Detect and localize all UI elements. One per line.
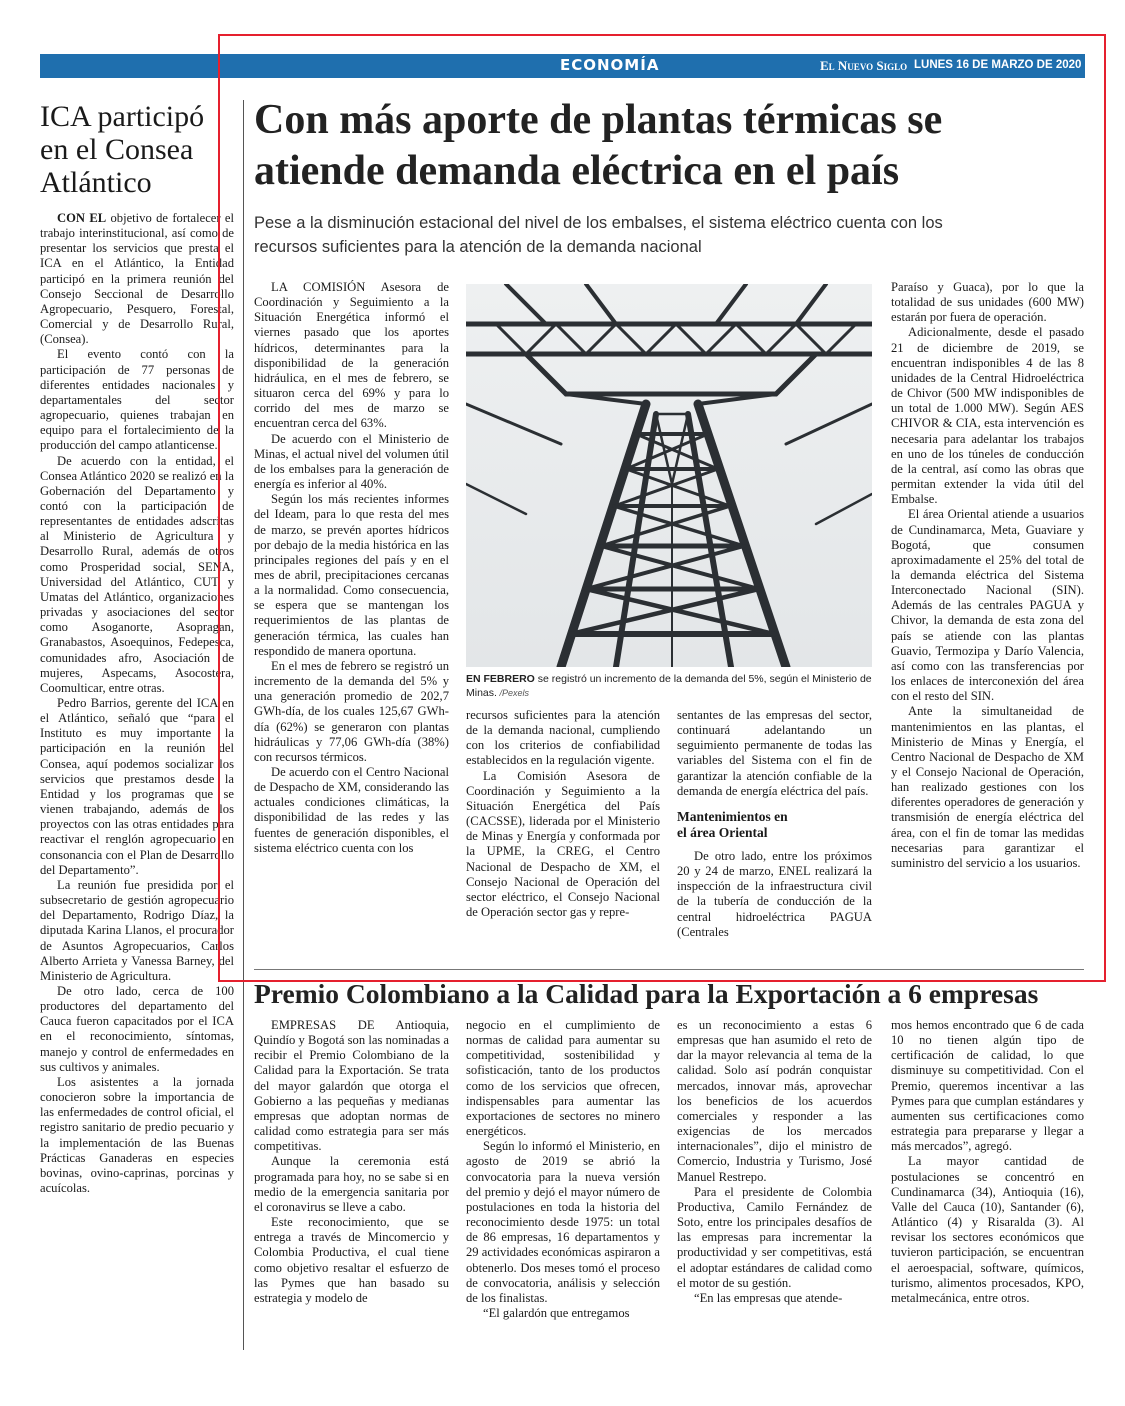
left-title-line: en el Consea — [40, 133, 194, 166]
tower-illustration — [466, 284, 872, 667]
left-article-title — [40, 100, 234, 199]
left-paragraph: El evento contó con la participación de 77 personas de diferentes entidades nacionales y departamentales del sector agropecuario, quienes trabajan en equipo para el fortalecimiento de la producción del campo atlanticense. — [40, 347, 234, 453]
paragraph: Para el presidente de Colombia Productiva, Camilo Fernández de Soto, entre los principales desafíos de las empresas para incrementar la productividad y ser competitivas, está el adoptar estándares de calidad como el motor de su gestión. — [677, 1184, 872, 1290]
paragraph: El área Oriental atiende a usuarios de Cundinamarca, Meta, Guaviare y Bogotá, que consumen aproximadamente el 25% del total de la demanda eléctrica del Sistema Interconectado Nacional (SIN). Además de las centrales PAGUA y Chivor, la demanda de esta zona del país se atiende con las plantas Guavio, Termozipa y Darío Valencia, así como con las transferencias por los enlaces de interconexión del área con el resto del SIN. — [891, 507, 1084, 704]
left-article-body — [40, 211, 234, 1196]
paragraph: Paraíso y Guaca), por lo que la totalidad de sus unidades (600 MW) estarán por fuera de operación. — [891, 280, 1084, 325]
main-subheadline — [254, 211, 1074, 259]
paragraph: EMPRESAS DE Antioquia, Quindío y Bogotá son las nominadas a recibir el Premio Colombiano de la Calidad para la Exportación. Se trata del mayor galardón que otorga el Gobierno a las pequeñas y medianas empresas que adoptan normas de calidad como estrategia para ser más competitivas. — [254, 1018, 449, 1154]
second-column-3 — [677, 1018, 872, 1378]
photo-caption — [466, 672, 872, 700]
headline-line: atiende demanda eléctrica en el país — [254, 148, 900, 194]
section-header-bar — [40, 54, 1117, 78]
article-divider — [254, 969, 1084, 970]
paragraph: De acuerdo con el Centro Nacional de Despacho de XM, considerando las actuales condiciones climáticas, la disponibilidad de las redes y las fuentes de generación disponibles, el sistema eléctrico cuenta con los — [254, 765, 449, 855]
paragraph: “El galardón que entregamos — [483, 1305, 630, 1320]
issue-date: LUNES 16 DE MARZO DE 2020 — [914, 59, 1082, 71]
subheadline-line: Pese a la disminución estacional del nivel de los embalses, el sistema eléctrico cuenta con los — [254, 214, 943, 232]
subhead-line: el área Oriental — [677, 824, 768, 840]
caption-text: se registró un incremento de la demanda del 5%, según el Ministerio de Minas. — [466, 673, 872, 699]
paragraph: De otro lado, entre los próximos 20 y 24 de marzo, ENEL realizará la inspección de la infraestructura civil de la tubería de conducción de la central hidroeléctrica PAGUA (Centrales — [677, 848, 872, 939]
paragraph: La Comisión Asesora de Coordinación y Seguimiento a la Situación Energética del País (CACSSE), liderada por el Ministerio de Minas y Energía y conformada por la UPME, la CREG, el Centro Nacional de Despacho de XM, el Consejo Nacional de Operación del sector eléctrico, el Consejo Nacional de Operación sector gas y repre- — [466, 768, 660, 920]
second-column-4 — [891, 1018, 1084, 1378]
subheadline-line: recursos suficientes para la atención de la demanda nacional — [254, 238, 702, 256]
paragraph: Aunque la ceremonia está programada para hoy, no se sabe si en medio de la emergencia sanitaria por el coronavirus se lleve a cabo. — [254, 1154, 449, 1214]
paragraph: es un reconocimiento a estas 6 empresas que han asumido el reto de dar la mayor relevancia al tema de la calidad. Solo así podrán conquistar mercados, innovar más, aprovechar los beneficios de los acuerdos comerciales y responder a las exigencias de los mercados internacionales”, dijo el ministro de Comercio, Industria y Turismo, José Manuel Restrepo. — [677, 1018, 872, 1184]
page-number: 7B — [1092, 54, 1117, 75]
paragraph: Según los más recientes informes del Ideam, para lo que resta del mes de marzo, se prevén aportes hídricos por debajo de la media histórica en las principales regiones del país y en el mes de abril, precipitaciones cercanas a la normalidad. Como consecuencia, se espera que se mantengan los requerimientos de las plantas de generación térmica, las cuales han respondido de manera oportuna. — [254, 492, 449, 658]
left-paragraph: Pedro Barrios, gerente del ICA en el Atlántico, señaló que “para el Instituto es muy importante la participación en la reunión del Consea, aquí podemos socializar los servicios que prestamos desde la Entidad y los programas que se vienen trabajando, además de los proyectos con las otras entidades para reactivar el renglón agropecuario en consonancia con el Plan de Desarrollo del Departamento”. — [40, 696, 234, 877]
left-paragraph: De otro lado, cerca de 100 productores del departamento del Cauca fueron capacitados por el ICA en el reconocimiento, síntomas, manejo y control de enfermedades en sus cultivos y animales. — [40, 983, 234, 1074]
main-column-2 — [466, 708, 660, 962]
caption-lead: EN FEBRERO — [466, 673, 535, 685]
left-paragraph: De acuerdo con la entidad, el Consea Atlántico 2020 se realizó en la Gobernación del Departamento y contó con la participación de representantes de entidades adscritas al Ministerio de Agricultura y Desarrollo Rural, además de otros como Prosperidad social, SENA, Universidad del Atlántico, CUT y Umatas del Atlántico, organizaciones privadas y asociaciones del sector como Asoganorte, Asopragan, Granabastos, Asoequinos, Fedepesca, comunidades afro, Asociación de mujeres, Aspecams, Asocostera, Coomulticar, entre otras. — [40, 453, 234, 695]
paragraph: recursos suficientes para la atención de la demanda nacional, cumpliendo con los criterios de confiabilidad establecidos en la regulación vigente. — [466, 708, 660, 768]
second-headline: Premio Colombiano a la Calidad para la Exportación a 6 empresas — [254, 978, 1039, 1009]
main-headline — [254, 95, 1084, 197]
paragraph: Según lo informó el Ministerio, en agosto de 2019 se abrió la convocatoria para la nueva versión del premio y dejó el mayor número de postulaciones en toda la historia del reconocimiento desde 1975: un total de 86 empresas, 16 departamentos y 29 actividades económicas aspiraron a obtenerlo. Dos meses tomó el proceso de convocatoria, análisis y selección de los finalistas. — [466, 1139, 660, 1305]
second-column-1 — [254, 1018, 449, 1378]
paragraph: negocio en el cumplimiento de normas de calidad para aumentar su competitividad, sostenibilidad y sofisticación, tanto de los productos como de los servicios que ofrecen, indispensables para aumentar las exportaciones de sectores no minero energéticos. — [466, 1018, 660, 1139]
main-column-1 — [254, 280, 449, 960]
left-title-line: ICA participó — [40, 100, 205, 133]
left-paragraph: Los asistentes a la jornada conocieron sobre la importancia de las enfermedades de control oficial, el registro sanitario de predio pecuario y la implementación de las Buenas Prácticas Ganaderas en especies bovinas, ovino-caprinas, porcinas y acuícolas. — [40, 1074, 234, 1195]
left-paragraph — [40, 211, 234, 347]
main-column-4 — [891, 280, 1084, 960]
left-paragraph: La reunión fue presidida por el subsecretario de gestión agropecuario del Departamento, Rodrigo Díaz, la diputada Karina Llanos, el procurador de Asuntos Agropecuarios, Carlos Alberto Arrieta y Vanessa Barney, del Ministerio de Agricultura. — [40, 877, 234, 983]
paragraph: Este reconocimiento, que se entrega a través de Mincomercio y Colombia Productiva, el cual tiene como objetivo resaltar el esfuerzo de las Pymes que han basado su estrategia y modelo de — [254, 1215, 449, 1305]
subhead-line: Mantenimientos en — [677, 808, 788, 824]
headline-line: Con más aporte de plantas térmicas se — [254, 97, 943, 143]
section-subhead — [677, 809, 872, 841]
paragraph: mos hemos encontrado que 6 de cada 10 no tienen algún tipo de certificación de calidad, lo que disminuye su competitividad. Con el Premio, queremos incentivar a las Pymes para que cumplan estándares y aumenten sus certificaciones como estrategia para prepararse y llegar a más mercados”, agregó. — [891, 1018, 1084, 1154]
paragraph: Adicionalmente, desde el pasado 21 de diciembre de 2019, se encuentran indisponibles 4 de las 8 unidades de la Central Hidroeléctrica de Chivor (500 MW indisponibles de un total de 1.000 MW). Según AES CHIVOR & CIA, esta intervención es necesaria para adelantar los trabajos en uno de los túneles de conducción de la central, así como las obras que permitan extender la vida útil del Embalse. — [891, 325, 1084, 507]
main-column-3 — [677, 708, 872, 962]
left-article — [40, 100, 234, 1400]
second-column-2 — [466, 1018, 660, 1378]
paragraph: En el mes de febrero se registró un incremento de la demanda del 5% y una generación promedio de 202,7 GWh-día, de los cuales 125,67 GWh-día (62%) se generaron con plantas hidráulicas y 77,06 GWh-día (38%) con recursos térmicos. — [254, 658, 449, 764]
column-divider — [243, 100, 244, 1350]
paragraph: De acuerdo con el Ministerio de Minas, el actual nivel del volumen útil de los embalses para la generación de energía es inferior al 40%. — [254, 431, 449, 492]
paragraph: “En las empresas que atende- — [694, 1290, 843, 1305]
section-name: ECONOMÍA — [560, 56, 660, 74]
lead-in: CON EL — [57, 211, 107, 225]
newspaper-name: El Nuevo Siglo — [820, 58, 908, 73]
paragraph: Ante la simultaneidad de mantenimientos en las plantas, el Ministerio de Minas y Energía, el Centro Nacional de Despacho de XM y el Consejo Nacional de Operación, han realizado gestiones con los diferentes operadores de generación y transmisión de energía eléctrica del área, con el fin de tomar las medidas necesarias para garantizar el suministro del servicio a los usuarios. — [891, 704, 1084, 870]
paragraph-text: objetivo de fortalecer el trabajo interinstitucional, así como de presentar los servicios que presta el ICA en el Atlántico, la Entidad participó en la primera reunión del Consejo Seccional de Desarrollo Agropecuario, Pesquero, Forestal, Comercial y de Desarrollo Rural, (Consea). — [40, 211, 234, 347]
photo-credit: /Pexels — [496, 688, 529, 698]
paragraph: sentantes de las empresas del sector, continuará adelantando un seguimiento permanente de todas las variables del Sistema con el fin de garantizar la atención confiable de la demanda de energía eléctrica del país. — [677, 708, 872, 798]
paragraph: LA COMISIÓN Asesora de Coordinación y Seguimiento a la Situación Energética informó el viernes pasado que los aportes hídricos, determinantes para la disponibilidad de la generación hidráulica, en el mes de febrero, se situaron cerca del 69% y para lo corrido del mes de marzo se encuentran cerca del 63%. — [254, 280, 449, 431]
transmission-tower-photo — [466, 284, 872, 667]
left-title-line: Atlántico — [40, 166, 152, 199]
paragraph: La mayor cantidad de postulaciones se concentró en Cundinamarca (34), Antioquia (16), Valle del Cauca (10), Santander (6), Atlántico (4) y Risaralda (3). Al revisar los sectores económicos que tuvieron participación, se encuentran el aeroespacial, software, químicos, turismo, alimentos procesados, KPO, metalmecánica, entre otros. — [891, 1154, 1084, 1305]
